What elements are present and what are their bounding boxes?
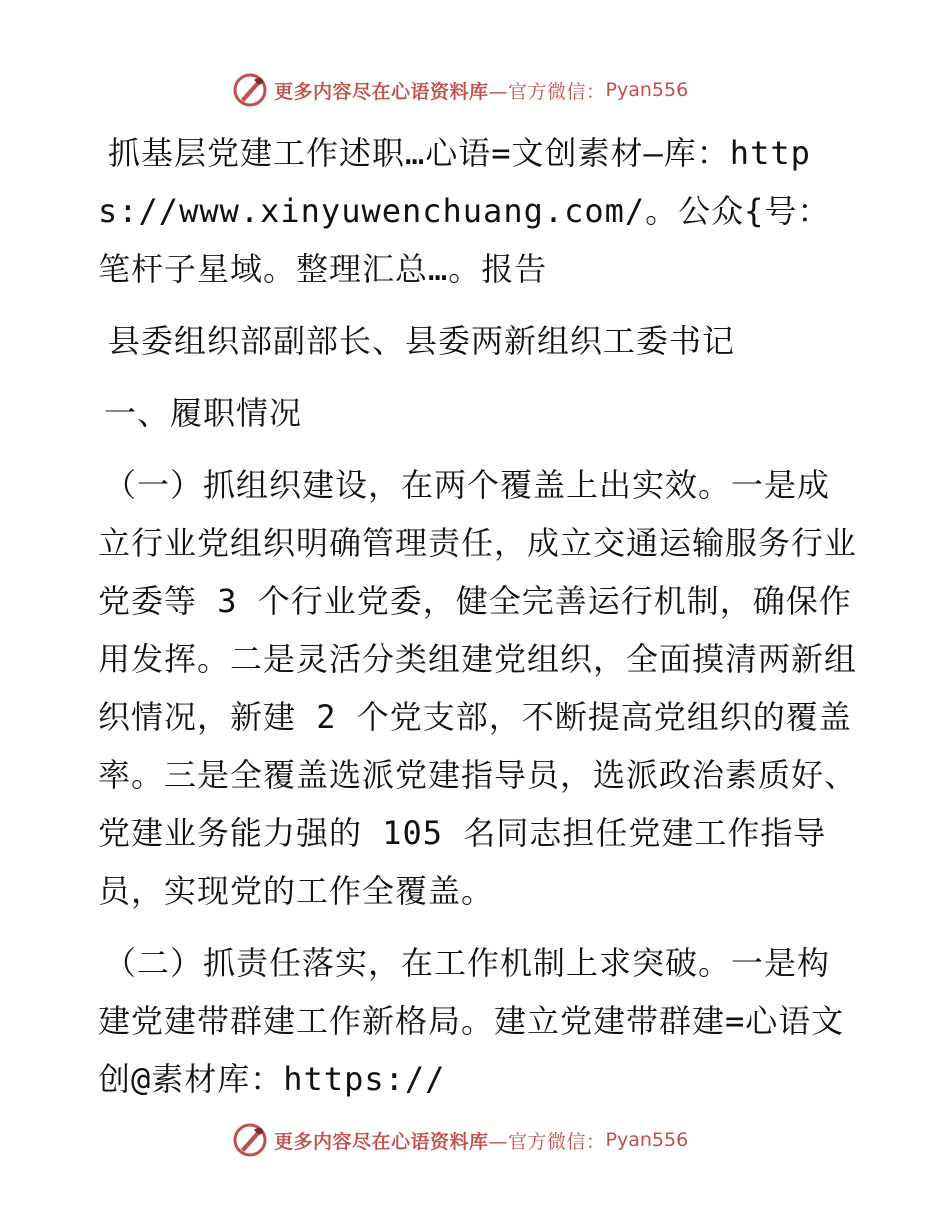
header-watermark-banner xyxy=(232,70,688,110)
footer-watermark-banner xyxy=(232,1120,688,1160)
author-position: 县委组织部副部长、县委两新组织工委书记 xyxy=(108,322,736,360)
quill-pen-logo-icon xyxy=(232,72,268,108)
document-body xyxy=(98,124,858,1122)
section-heading: 一、履职情况 xyxy=(104,394,303,432)
banner-wechat-id: Pyan556 xyxy=(605,79,689,101)
banner-wechat-id: Pyan556 xyxy=(605,1129,689,1151)
quill-pen-logo-icon xyxy=(232,1122,268,1158)
document-title: 抓基层党建工作述职…心语=文创素材—库：https://www.xinyuwenchuang.com/。公众{号：笔杆子星域。整理汇总…。报告 xyxy=(98,134,831,288)
banner-sub-text: —官方微信： xyxy=(488,1130,606,1153)
paragraph-responsibility: （二）抓责任落实，在工作机制上求突破。一是构建党建带群建工作新格局。建立党建带群建=心语文创@素材库：https:// xyxy=(98,944,845,1098)
banner-sub-text: —官方微信： xyxy=(488,80,606,103)
banner-main-text: 更多内容尽在心语资料库 xyxy=(274,1130,489,1153)
paragraph-organization-building: （一）抓组织建设，在两个覆盖上出实效。一是成立行业党组织明确管理责任，成立交通运输服务行业党委等 3 个行业党委，健全完善运行机制，确保作用发挥。二是灵活分类组建党组织，全面摸清两新组织情况，新建 2 个党支部，不断提高党组织的覆盖率。三是全覆盖选派党建指导员，选派政治素质好、党建业务能力强的 105 名同志担任党建工作指导员，实现党的工作全覆盖。 xyxy=(98,466,858,910)
banner-main-text: 更多内容尽在心语资料库 xyxy=(274,80,489,103)
